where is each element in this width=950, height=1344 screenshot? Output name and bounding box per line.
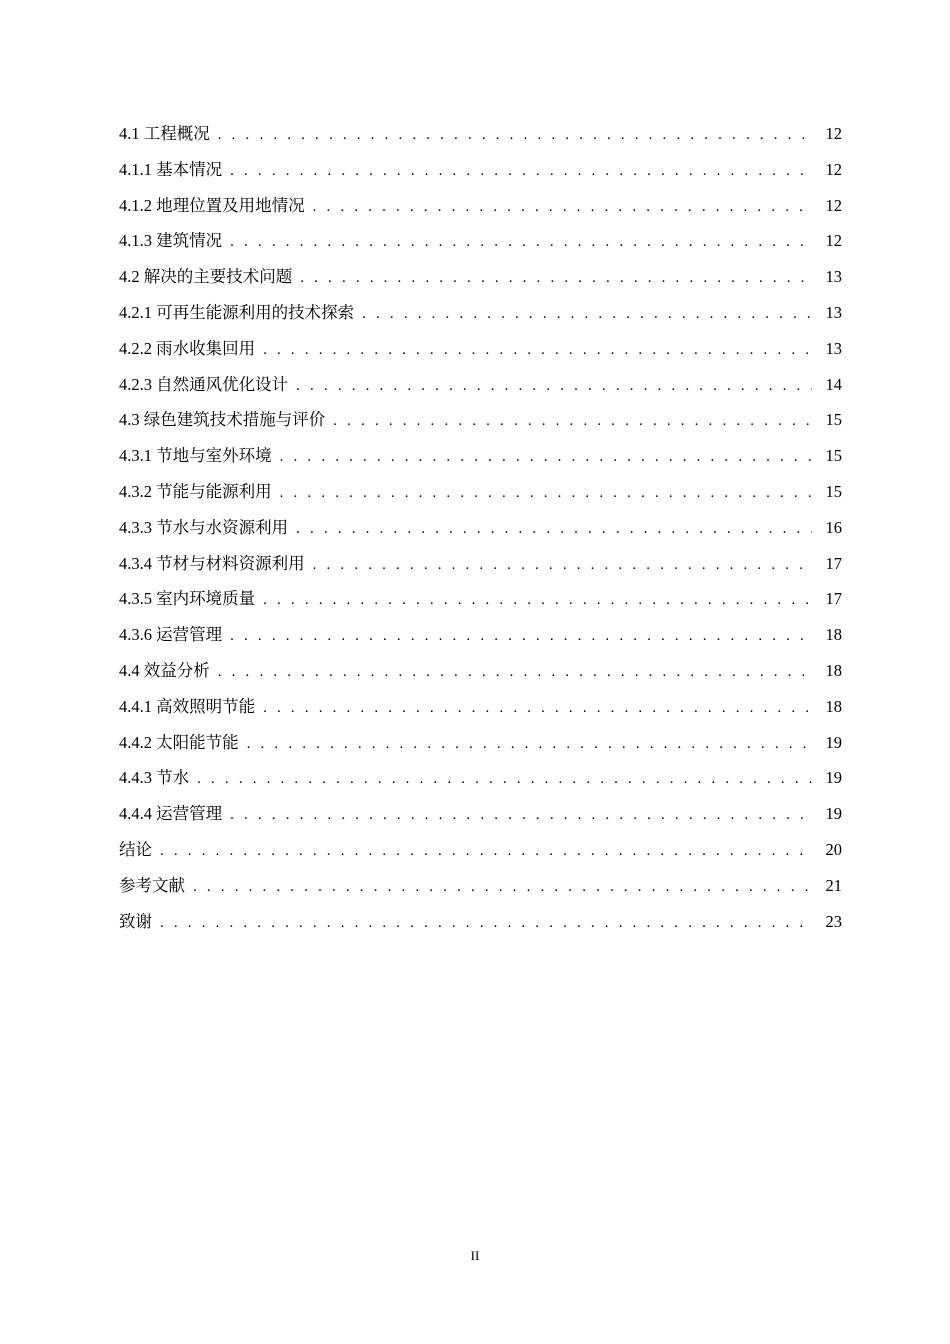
toc-entry-label: 4.4.3 节水 [119, 768, 190, 788]
toc-entry[interactable] [119, 295, 842, 331]
toc-entry-label: 4.3.2 节能与能源利用 [119, 481, 272, 501]
toc-entry-page: 20 [825, 839, 842, 859]
toc-entry[interactable] [119, 689, 842, 725]
toc-entry-page: 13 [825, 338, 842, 358]
toc-dot-leader [313, 190, 812, 226]
toc-entry[interactable] [119, 152, 842, 188]
toc-entry[interactable] [119, 725, 842, 761]
toc-entry-page: 16 [825, 517, 842, 537]
toc-entry[interactable] [119, 760, 842, 796]
toc-entry-label: 4.2.2 雨水收集回用 [119, 338, 256, 358]
toc-entry-page: 19 [825, 804, 842, 824]
toc-entry[interactable] [119, 474, 842, 510]
toc-dot-leader [362, 297, 812, 333]
toc-dot-leader [296, 512, 812, 548]
toc-entry[interactable] [119, 832, 842, 868]
toc-dot-leader [263, 691, 812, 727]
toc-entry-page: 15 [825, 446, 842, 466]
toc-entry-label: 4.3.4 节材与材料资源利用 [119, 553, 305, 573]
toc-entry-label: 4.3.3 节水与水资源利用 [119, 517, 289, 537]
toc-entry[interactable] [119, 653, 842, 689]
toc-entry-label: 4.4.1 高效照明节能 [119, 696, 256, 716]
toc-entry[interactable] [119, 546, 842, 582]
toc-entry-page: 19 [825, 732, 842, 752]
toc-dot-leader [160, 906, 812, 942]
toc-entry-label: 4.1.3 建筑情况 [119, 231, 223, 251]
toc-entry-page: 17 [825, 553, 842, 573]
toc-entry[interactable] [119, 223, 842, 259]
toc-dot-leader [230, 798, 812, 834]
toc-entry-page: 23 [825, 911, 842, 931]
toc-entry-page: 12 [825, 231, 842, 251]
toc-entry-page: 13 [825, 302, 842, 322]
toc-entry-label: 4.1.2 地理位置及用地情况 [119, 195, 305, 215]
toc-entry[interactable] [119, 331, 842, 367]
toc-entry-label: 4.4 效益分析 [119, 660, 210, 680]
toc-dot-leader [300, 261, 812, 297]
toc-entry[interactable] [119, 617, 842, 653]
toc-entry[interactable] [119, 402, 842, 438]
toc-dot-leader [313, 548, 812, 584]
toc-entry-page: 19 [825, 768, 842, 788]
toc-entry-label: 4.3.6 运营管理 [119, 625, 223, 645]
toc-entry-label: 结论 [119, 839, 152, 859]
toc-entry[interactable] [119, 116, 842, 152]
toc-dot-leader [230, 154, 812, 190]
toc-entry[interactable] [119, 438, 842, 474]
toc-entry[interactable] [119, 796, 842, 832]
toc-entry[interactable] [119, 188, 842, 224]
toc-entry-label: 4.3.1 节地与室外环境 [119, 446, 272, 466]
toc-dot-leader [296, 369, 812, 405]
toc-entry-page: 14 [825, 374, 842, 394]
toc-entry-page: 15 [825, 481, 842, 501]
toc-dot-leader [218, 118, 812, 154]
toc-dot-leader [263, 333, 812, 369]
toc-entry-page: 12 [825, 124, 842, 143]
toc-dot-leader [333, 404, 812, 440]
toc-dot-leader [197, 762, 812, 798]
toc-entry-page: 18 [825, 625, 842, 645]
toc-entry-label: 4.3 绿色建筑技术措施与评价 [119, 410, 326, 430]
toc-dot-leader [230, 225, 812, 261]
toc-entry-label: 4.2 解决的主要技术问题 [119, 267, 293, 287]
toc-entry[interactable] [119, 259, 842, 295]
toc-entry[interactable] [119, 904, 842, 940]
toc-entry-label: 4.2.3 自然通风优化设计 [119, 374, 289, 394]
toc-entry-label: 4.3.5 室内环境质量 [119, 589, 256, 609]
toc-dot-leader [247, 727, 812, 763]
toc-entry-page: 12 [825, 195, 842, 215]
toc-entry-page: 17 [825, 589, 842, 609]
toc-entry-page: 21 [825, 875, 842, 895]
toc-dot-leader [280, 440, 812, 476]
table-of-contents [119, 116, 842, 939]
toc-dot-leader [193, 870, 812, 906]
toc-dot-leader [230, 619, 812, 655]
toc-dot-leader [263, 583, 812, 619]
toc-entry[interactable] [119, 367, 842, 403]
toc-dot-leader [218, 655, 812, 691]
toc-entry-label: 4.4.4 运营管理 [119, 804, 223, 824]
toc-entry-label: 4.1.1 基本情况 [119, 159, 223, 179]
toc-entry-label: 致谢 [119, 911, 152, 931]
page-number: II [470, 1248, 480, 1263]
toc-dot-leader [160, 834, 812, 870]
toc-entry-label: 4.4.2 太阳能节能 [119, 732, 239, 752]
toc-entry-label: 4.1 工程概况 [119, 124, 210, 143]
toc-entry-label: 参考文献 [119, 875, 185, 895]
toc-entry-page: 18 [825, 696, 842, 716]
toc-entry[interactable] [119, 868, 842, 904]
toc-dot-leader [280, 476, 812, 512]
toc-entry-page: 12 [825, 159, 842, 179]
toc-entry[interactable] [119, 510, 842, 546]
toc-entry-page: 13 [825, 267, 842, 287]
toc-entry-page: 15 [825, 410, 842, 430]
toc-entry[interactable] [119, 581, 842, 617]
toc-entry-label: 4.2.1 可再生能源利用的技术探索 [119, 302, 355, 322]
toc-entry-page: 18 [825, 660, 842, 680]
